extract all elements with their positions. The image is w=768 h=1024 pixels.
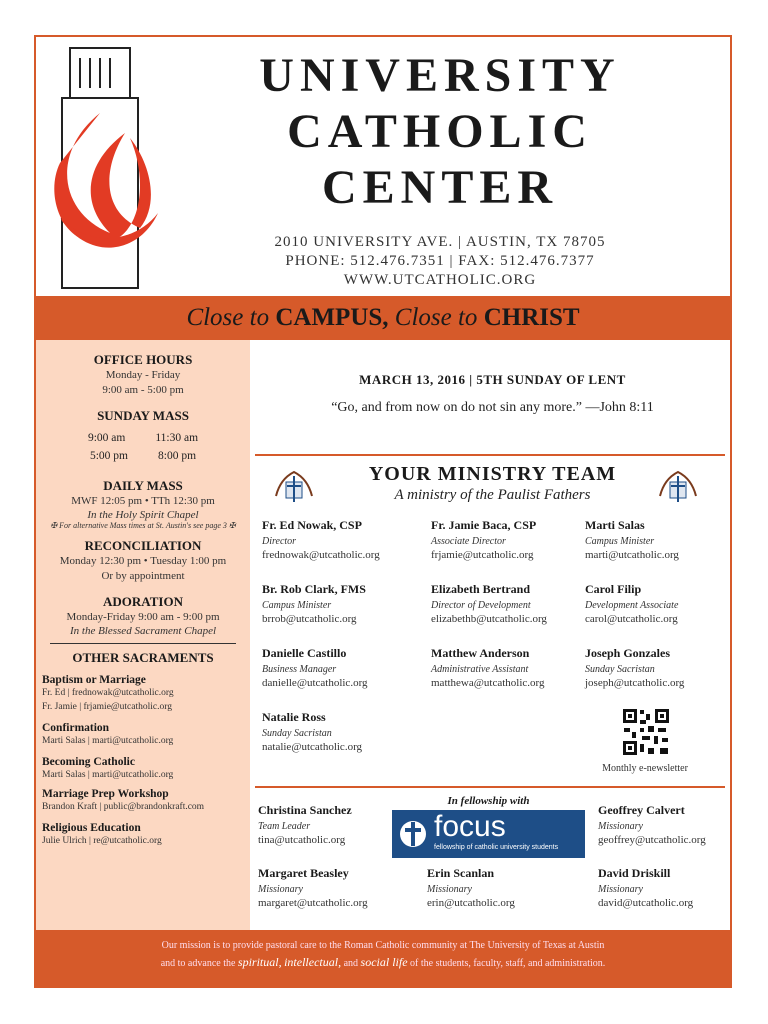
staff-card [262,646,427,689]
sacrament-contact: Marti Salas | marti@utcatholic.org [42,736,174,746]
staff-email[interactable]: natalie@utcatholic.org [262,741,363,753]
missionary-card [427,866,592,909]
mission-line-2 [36,954,730,972]
sacrament-title: Becoming Catholic [42,756,135,768]
banner-close-to-1: Close to [186,304,270,331]
mission-text: and to advance the [160,958,236,969]
staff-role: Director [262,536,297,547]
missionary-name: Margaret Beasley [258,866,349,880]
fellowship-label: In fellowship with [447,795,530,807]
mission-intellectual: intellectual, [284,955,342,969]
staff-email[interactable]: danielle@utcatholic.org [262,677,368,689]
mission-social: social life [360,955,408,969]
sunday-mass-time: 5:00 pm [89,450,128,462]
staff-card [262,710,427,753]
staff-email[interactable]: carol@utcatholic.org [585,613,678,625]
staff-role: Director of Development [431,600,531,611]
missionary-name: Erin Scanlan [427,866,495,880]
sacrament-contact: Fr. Jamie | frjamie@utcatholic.org [42,702,172,712]
newsletter-label: Monthly e-newsletter [602,763,688,774]
sidebar-divider [50,643,236,644]
sacrament-contact: Julie Ulrich | re@utcatholic.org [42,836,162,846]
office-hours-title: OFFICE HOURS [93,352,193,367]
staff-name: Joseph Gonzales [585,646,671,660]
staff-role: Development Associate [585,600,679,611]
missionary-card [258,803,423,846]
missionary-role: Missionary [598,821,643,832]
sacrament-contact: Fr. Ed | frednowak@utcatholic.org [42,688,174,698]
title-line-2: CATHOLIC [287,105,593,158]
missionary-email[interactable]: margaret@utcatholic.org [258,897,368,909]
sunday-mass-time: 11:30 am [155,432,199,444]
staff-email[interactable]: elizabethb@utcatholic.org [431,613,547,625]
staff-card [431,518,596,561]
staff-name: Matthew Anderson [431,646,530,660]
missionary-card [258,866,423,909]
reconciliation-title: RECONCILIATION [84,538,202,553]
missionary-name: Geoffrey Calvert [598,803,685,817]
missionary-card [598,866,763,909]
missionary-role: Missionary [598,884,643,895]
staff-name: Carol Filip [585,582,642,596]
ministry-team-title: YOUR MINISTRY TEAM [368,463,617,485]
sunday-mass-time: 8:00 pm [158,450,197,462]
staff-name: Natalie Ross [262,710,326,724]
schedule-sidebar [36,340,250,930]
sacrament-title: Religious Education [42,822,141,834]
daily-mass-note-text: For alternative Mass times at St. Austin's see page 3 [59,521,227,530]
staff-name: Fr. Ed Nowak, CSP [262,518,362,532]
missionary-name: Christina Sanchez [258,803,352,817]
banner-campus: CAMPUS, [275,304,389,331]
sacrament-contact: Brandon Kraft | public@brandonkraft.com [42,802,205,812]
adoration-place: In the Blessed Sacrament Chapel [69,625,217,637]
mission-text: and [343,958,359,969]
staff-role: Campus Minister [262,600,332,611]
missionary-role: Missionary [258,884,303,895]
staff-card [585,646,750,689]
sunday-mass-row-2 [36,450,250,462]
sunday-mass-title: SUNDAY MASS [97,408,189,423]
focus-tagline: fellowship of catholic university students [434,844,559,851]
mission-footer [36,930,730,986]
orange-divider [255,454,725,456]
sacrament-title: Baptism or Marriage [42,674,146,686]
title-line-3: CENTER [321,161,559,214]
tagline-banner [36,296,730,340]
reconciliation-times: Monday 12:30 pm • Tuesday 1:00 pm [59,555,227,567]
daily-mass-note: ✠ For alternative Mass times at St. Austin's see page 3 ✠ [50,521,236,530]
qr-code-icon[interactable] [622,708,670,756]
missionary-email[interactable]: david@utcatholic.org [598,897,694,909]
contact-block [170,233,710,290]
missionary-email[interactable]: erin@utcatholic.org [427,897,515,909]
staff-card [431,646,596,689]
missionary-role: Team Leader [258,821,311,832]
staff-role: Associate Director [431,536,506,547]
daily-mass-place: In the Holy Spirit Chapel [87,509,199,521]
staff-role: Sunday Sacristan [262,728,332,739]
staff-card [585,582,750,625]
staff-role: Business Manager [262,664,337,675]
other-sacraments-title: OTHER SACRAMENTS [72,650,214,665]
banner-close-to-2: Close to [394,304,478,331]
staff-email[interactable]: frednowak@utcatholic.org [262,549,380,561]
staff-role: Administrative Assistant [431,664,529,675]
orange-divider [255,786,725,788]
office-hours-days: Monday - Friday [105,369,181,381]
missionary-card [598,803,763,846]
center-title [170,48,710,216]
staff-name: Elizabeth Bertrand [431,582,530,596]
missionary-email[interactable]: geoffrey@utcatholic.org [598,834,706,846]
sunday-mass-time: 9:00 am [87,432,126,444]
tower-flame-logo [40,43,160,293]
ministry-team-subtitle: A ministry of the Paulist Fathers [394,487,591,503]
staff-role: Campus Minister [585,536,655,547]
reconciliation-alt: Or by appointment [101,570,185,582]
adoration-title: ADORATION [103,594,183,609]
staff-card [585,518,750,561]
mission-line-1: Our mission is to provide pastoral care to the Roman Catholic community at The University of Texas at Austin [161,940,605,951]
banner-christ: CHRIST [483,304,580,331]
staff-email[interactable]: joseph@utcatholic.org [585,677,685,689]
missionary-name: David Driskill [598,866,671,880]
staff-name: Fr. Jamie Baca, CSP [431,518,537,532]
focus-word: focus [434,810,506,843]
bulletin-date: MARCH 13, 2016 | 5TH SUNDAY OF LENT [359,372,626,387]
staff-card [431,582,596,625]
adoration-times: Monday-Friday 9:00 am - 9:00 pm [66,611,220,623]
sacrament-contact: Marti Salas | marti@utcatholic.org [42,770,174,780]
staff-email[interactable]: brrob@utcatholic.org [262,613,357,625]
sacrament-title: Confirmation [42,722,110,734]
mission-spiritual: spiritual, [237,955,282,969]
staff-name: Br. Rob Clark, FMS [262,582,366,596]
sunday-mass-row-1 [36,432,250,444]
staff-email[interactable]: marti@utcatholic.org [585,549,679,561]
web-line[interactable]: WWW.UTCATHOLIC.ORG [343,272,537,288]
scripture-quote: “Go, and from now on do not sin any more.” —John 8:11 [331,400,654,415]
staff-name: Danielle Castillo [262,646,347,660]
sacrament-title: Marriage Prep Workshop [42,788,169,800]
daily-mass-title: DAILY MASS [103,478,183,493]
staff-card [262,582,427,625]
staff-email[interactable]: frjamie@utcatholic.org [431,549,534,561]
mission-text: of the students, faculty, staff, and administration. [410,958,606,969]
office-hours-time: 9:00 am - 5:00 pm [102,384,184,396]
staff-card [262,518,427,561]
staff-email[interactable]: matthewa@utcatholic.org [431,677,545,689]
title-line-1: UNIVERSITY [259,49,621,102]
phone-line: PHONE: 512.476.7351 | FAX: 512.476.7377 [285,253,595,269]
missionary-email[interactable]: tina@utcatholic.org [258,834,346,846]
staff-role: Sunday Sacristan [585,664,655,675]
daily-mass-times: MWF 12:05 pm • TTh 12:30 pm [71,495,215,507]
staff-name: Marti Salas [585,518,645,532]
missionary-role: Missionary [427,884,472,895]
address-line: 2010 UNIVERSITY AVE. | AUSTIN, TX 78705 [274,234,606,250]
